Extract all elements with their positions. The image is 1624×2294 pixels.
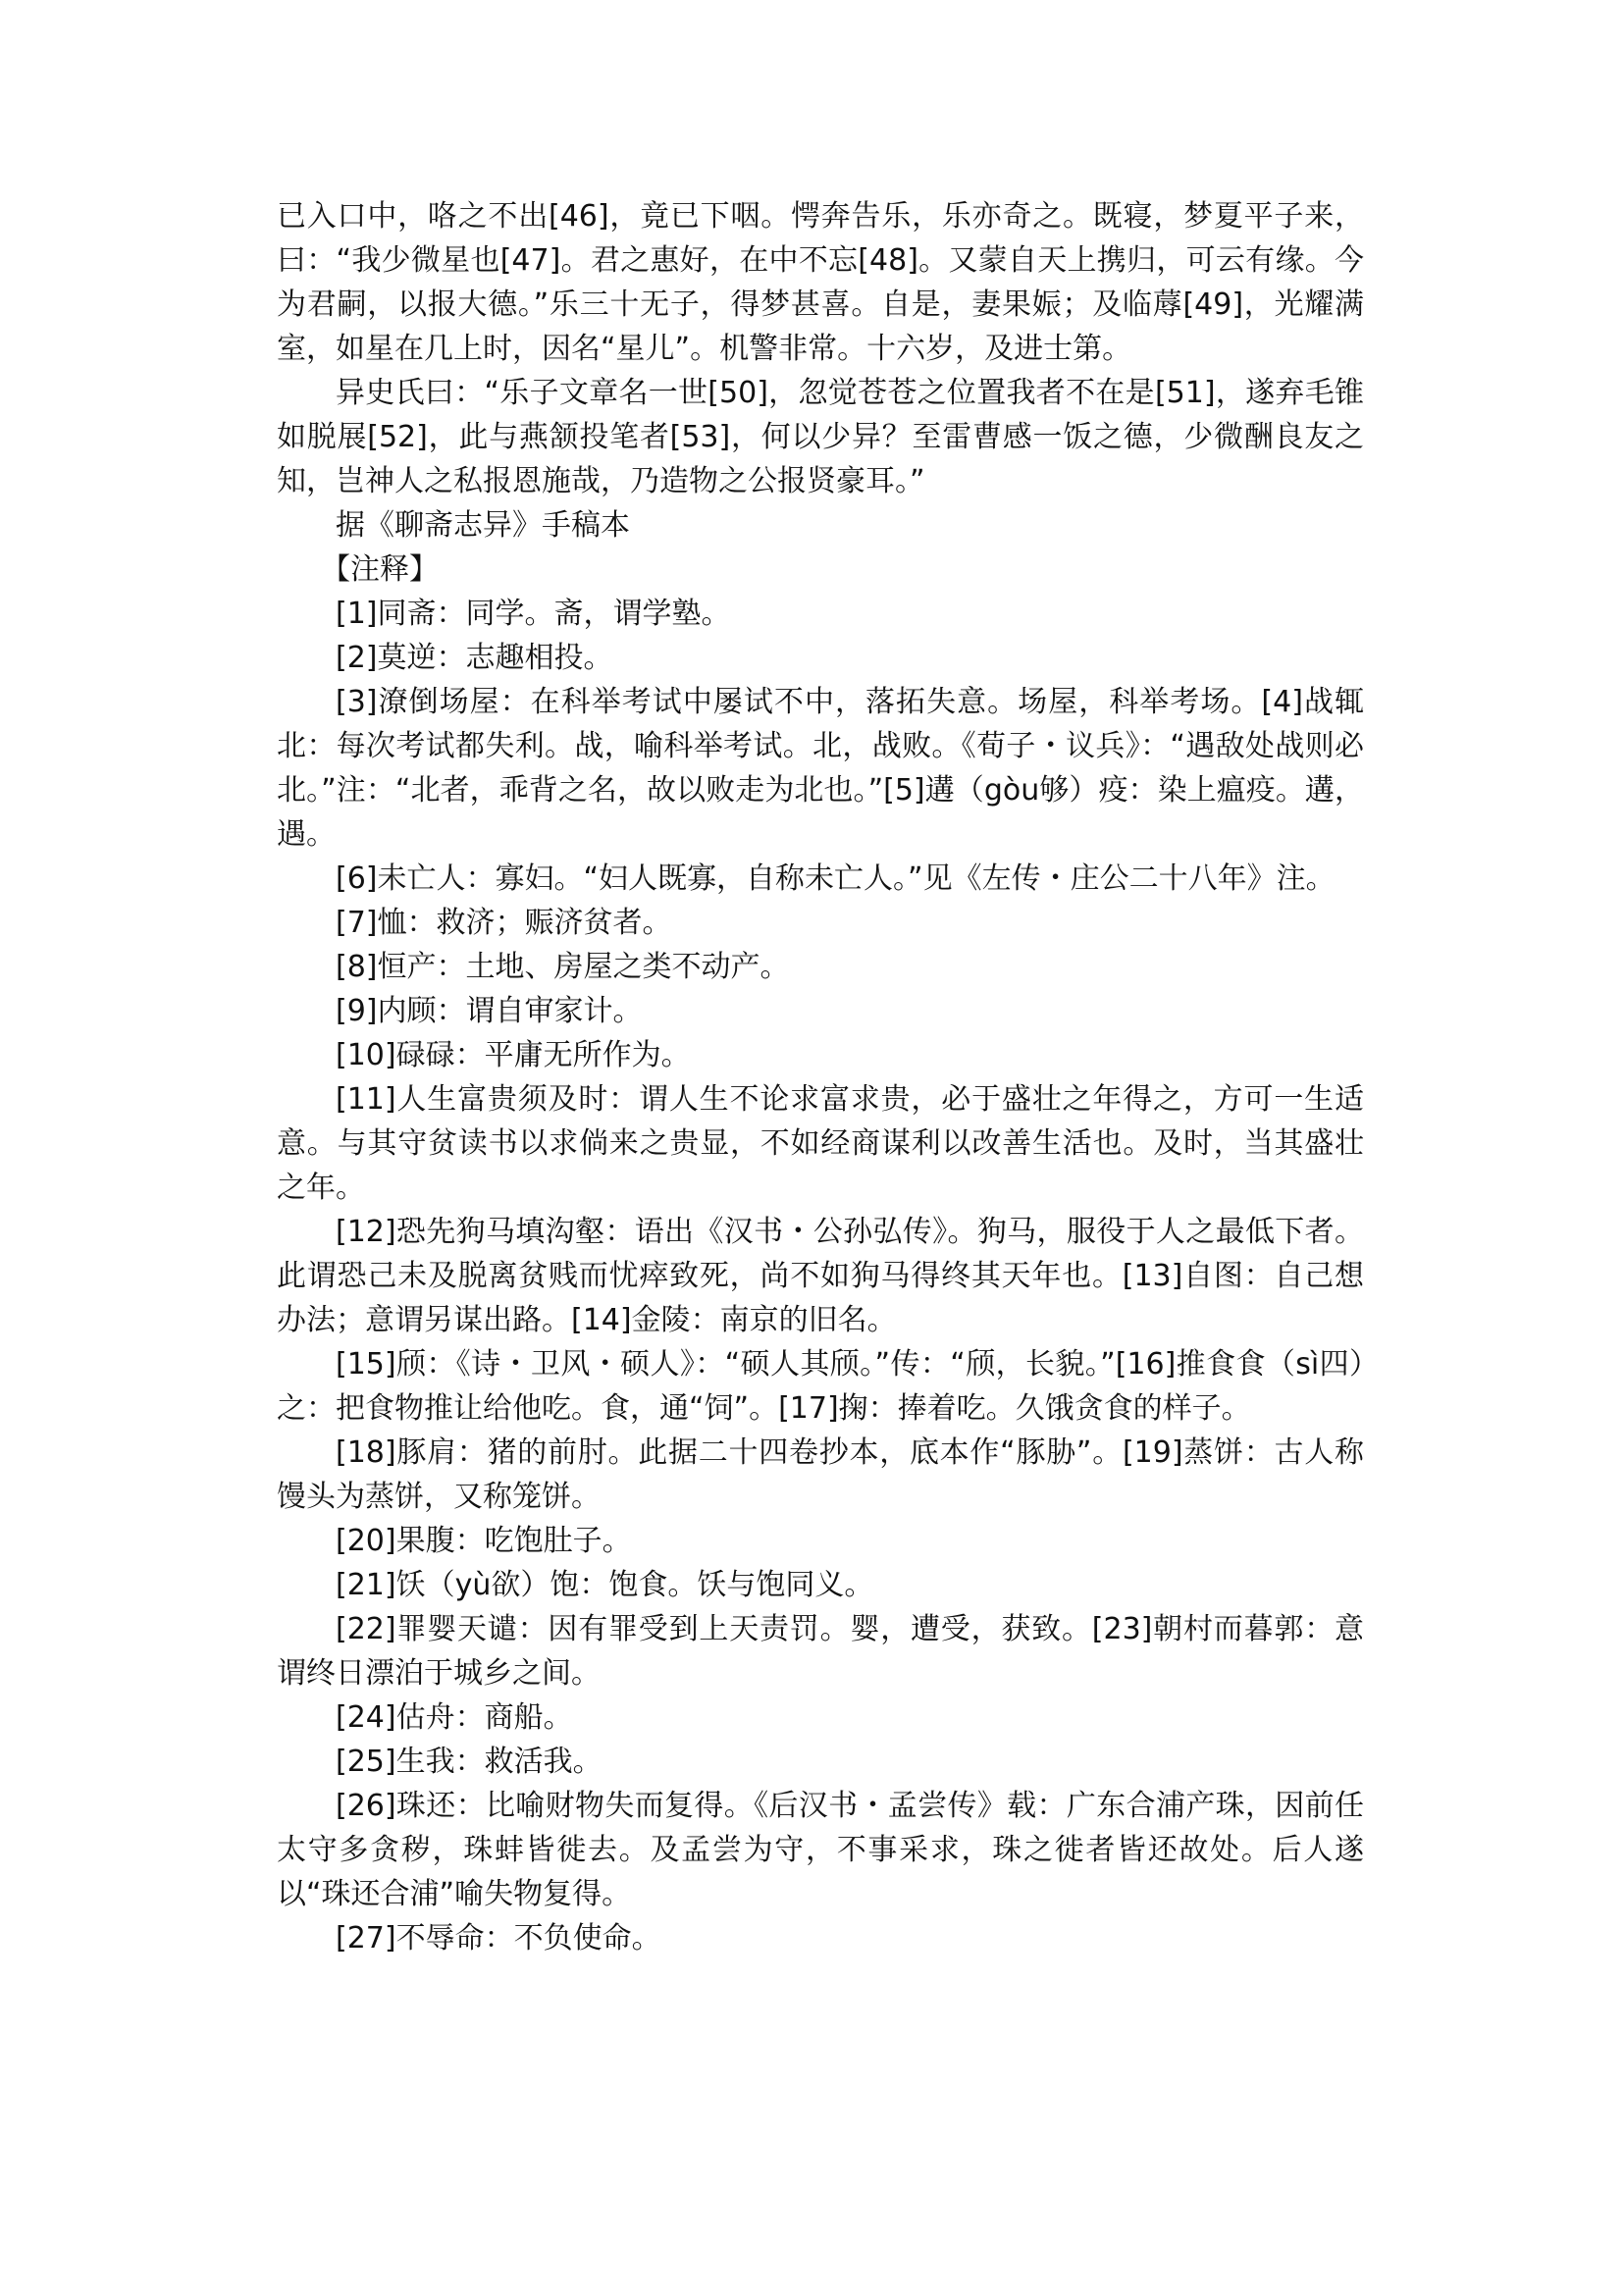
commentary-paragraph: 异史氏曰：“乐子文章名一世[50]，忽觉苍苍之位置我者不在是[51]，遂弃毛锥如脱展[52]，此与燕颔投笔者[53]，何以少异？至雷曹感一饭之德，少微酬良友之知，岂神人之私报恩施哉，乃造物之公报贤豪耳。” <box>277 376 1364 498</box>
note-item: [21]饫（yù欲）饱：饱食。饫与饱同义。 <box>336 1568 874 1602</box>
note-item: [1]同斋：同学。斋，谓学塾。 <box>336 597 731 631</box>
note-item: [15]颀：《诗・卫风・硕人》：“硕人其颀。”传：“颀，长貌。”[16]推食食（sì四）之：把食物推让给他吃。食，通“饲”。[17]掬：捧着吃。久饿贪食的样子。 <box>277 1347 1364 1426</box>
note-item: [12]恐先狗马填沟壑：语出《汉书・公孙弘传》。狗马，服役于人之最低下者。此谓恐己未及脱离贫贱而忧瘁致死，尚不如狗马得终其天年也。[13]自图：自己想办法；意谓另谋出路。[14]金陵：南京的旧名。 <box>277 1215 1364 1337</box>
note-item: [11]人生富贵须及时：谓人生不论求富求贵，必于盛壮之年得之，方可一生适意。与其守贫读书以求倘来之贵显，不如经商谋利以改善生活也。及时，当其盛壮之年。 <box>277 1082 1364 1205</box>
note-item: [24]估舟：商船。 <box>336 1700 573 1735</box>
note-item: [8]恒产：土地、房屋之类不动产。 <box>336 950 790 984</box>
note-item: [3]潦倒场屋：在科举考试中屡试不中，落拓失意。场屋，科举考场。[4]战辄北：每次考试都失利。战，喻科举考试。北，战败。《荀子・议兵》：“遇敌处战则必北。”注：“北者，乖背之名，故以败走为北也。”[5]遘（gòu够）疫：染上瘟疫。遘，遇。 <box>277 685 1364 852</box>
note-item: [6]未亡人：寡妇。“妇人既寡，自称未亡人。”见《左传・庄公二十八年》注。 <box>336 861 1336 896</box>
story-paragraph: 已入口中，咯之不出[46]，竟已下咽。愕奔告乐，乐亦奇之。既寝，梦夏平子来，曰：“我少微星也[47]。君之惠好，在中不忘[48]。又蒙自天上携归，可云有缘。今为君嗣，以报大德。”乐三十无子，得梦甚喜。自是，妻果娠；及临蓐[49]，光耀满室，如星在几上时，因名“星儿”。机警非常。十六岁，及进士第。 <box>277 199 1364 366</box>
note-item: [18]豚肩：猪的前肘。此据二十四卷抄本，底本作“豚胁”。[19]蒸饼：古人称馒头为蒸饼，又称笼饼。 <box>277 1435 1364 1514</box>
note-item: [25]生我：救活我。 <box>336 1745 602 1779</box>
note-item: [9]内顾：谓自审家计。 <box>336 994 643 1028</box>
note-item: [2]莫逆：志趣相投。 <box>336 641 613 675</box>
note-item: [7]恤：救济；赈济贫者。 <box>336 906 672 940</box>
document-page <box>277 194 1364 1960</box>
note-item: [27]不辱命：不负使命。 <box>336 1921 661 1955</box>
note-item: [22]罪婴天谴：因有罪受到上天责罚。婴，遭受，获致。[23]朝村而暮郭：意谓终日漂泊于城乡之间。 <box>277 1612 1364 1691</box>
note-item: [26]珠还：比喻财物失而复得。《后汉书・孟尝传》载：广东合浦产珠，因前任太守多贪秽，珠蚌皆徙去。及孟尝为守，不事采求，珠之徙者皆还故处。后人遂以“珠还合浦”喻失物复得。 <box>277 1789 1364 1911</box>
note-item: [10]碌碌：平庸无所作为。 <box>336 1038 691 1072</box>
note-item: [20]果腹：吃饱肚子。 <box>336 1524 632 1558</box>
source-line: 据《聊斋志异》手稿本 <box>336 508 630 543</box>
notes-heading: 【注释】 <box>321 552 439 587</box>
